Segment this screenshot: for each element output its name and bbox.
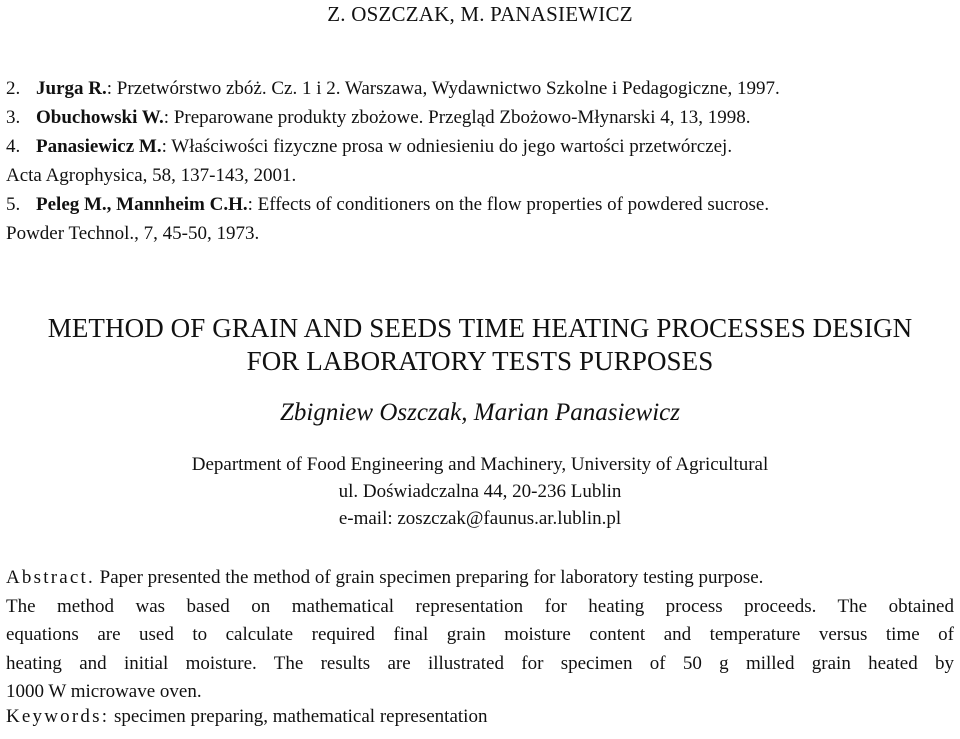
reference-authors: Obuchowski W.	[36, 107, 164, 128]
keywords	[6, 706, 487, 728]
paper-authors: Zbigniew Oszczak, Marian Panasiewicz	[280, 399, 680, 426]
abstract-line: 1000 W microwave oven.	[6, 681, 202, 702]
reference-list	[0, 74, 960, 248]
reference-text: : Effects of conditioners on the flow properties of powdered sucrose.	[247, 194, 770, 215]
reference-text: : Przetwórstwo zbóż. Cz. 1 i 2. Warszawa, Wydawnictwo Szkolne i Pedagogiczne, 1997.	[106, 78, 780, 99]
abstract	[6, 564, 954, 707]
abstract-line: equations are used to calculate required final grain moisture content and temperature versus time of	[6, 624, 954, 645]
reference-item	[0, 74, 960, 103]
keywords-label: Keywords:	[6, 706, 110, 727]
affiliation-department: Department of Food Engineering and Machinery, University of Agricultural	[191, 454, 769, 475]
paper-title-line: FOR LABORATORY TESTS PURPOSES	[246, 346, 714, 376]
reference-number: 2.	[6, 78, 21, 99]
running-header: Z. OSZCZAK, M. PANASIEWICZ	[327, 2, 633, 26]
reference-continuation: Acta Agrophysica, 58, 137-143, 2001.	[6, 165, 297, 186]
reference-item	[0, 103, 960, 132]
reference-item	[0, 190, 960, 219]
reference-authors: Jurga R.	[36, 78, 107, 99]
reference-number: 5.	[6, 194, 21, 215]
affiliation-address: ul. Doświadczalna 44, 20-236 Lublin	[338, 481, 622, 502]
reference-authors: Peleg M., Mannheim C.H.	[36, 194, 248, 215]
keywords-text: specimen preparing, mathematical representation	[109, 706, 488, 727]
abstract-text: Paper presented the method of grain specimen preparing for laboratory testing purpose.	[94, 567, 764, 588]
affiliation-email: e-mail: zoszczak@faunus.ar.lublin.pl	[338, 508, 622, 529]
paper-title	[0, 312, 960, 378]
reference-item	[0, 132, 960, 161]
abstract-label: Abstract.	[6, 567, 95, 588]
abstract-first-line	[6, 564, 954, 593]
abstract-line: heating and initial moisture. The results are illustrated for specimen of 50 g milled grain heated by	[6, 652, 954, 674]
reference-text: : Preparowane produkty zbożowe. Przegląd Zbożowo-Młynarski 4, 13, 1998.	[163, 107, 751, 128]
reference-text: : Właściwości fizyczne prosa w odniesieniu do jego wartości przetwórczej.	[161, 136, 733, 157]
abstract-line: The method was based on mathematical representation for heating process proceeds. The obtained	[6, 595, 954, 617]
affiliation	[0, 451, 960, 532]
reference-authors: Panasiewicz M.	[36, 136, 162, 157]
reference-number: 4.	[6, 136, 21, 157]
reference-continuation: Powder Technol., 7, 45-50, 1973.	[6, 223, 260, 244]
reference-number: 3.	[6, 107, 21, 128]
paper-title-line: METHOD OF GRAIN AND SEEDS TIME HEATING PROCESSES DESIGN	[47, 313, 913, 343]
